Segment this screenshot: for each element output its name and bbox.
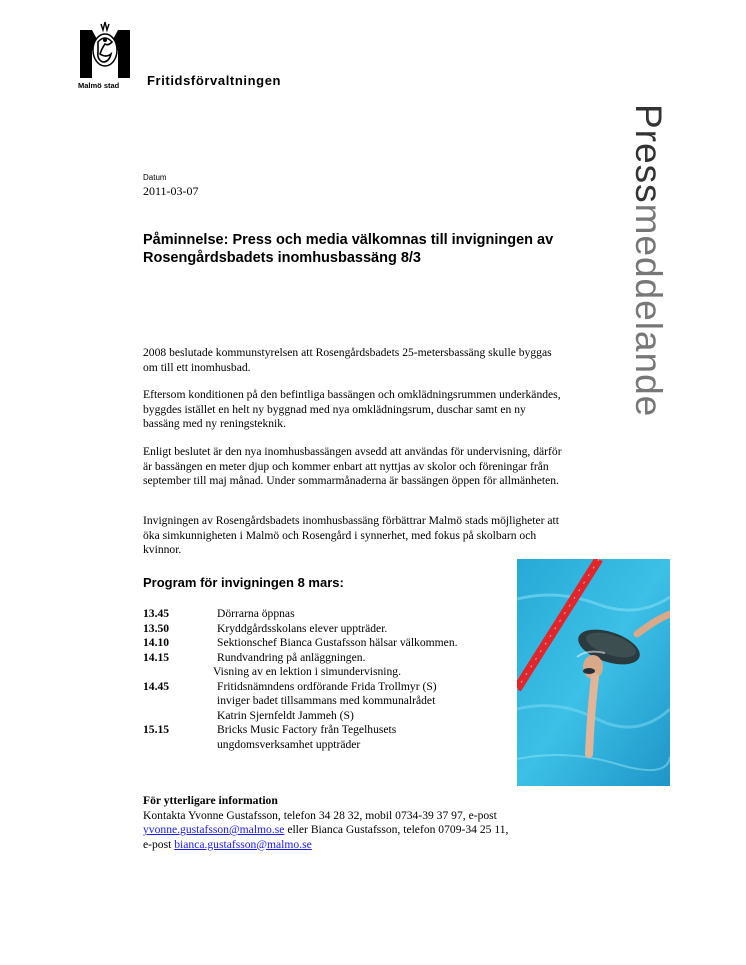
schedule-event: Bricks Music Factory från Tegelhusets [217,723,397,736]
vertical-title-part2: meddelande [628,203,669,418]
schedule-time: 14.45 [143,679,170,693]
press-release-vertical-title [630,104,667,417]
date-value: 2011-03-07 [143,184,199,198]
email-link-yvonne[interactable]: yvonne.gustafsson@malmo.se [143,823,285,836]
program-heading: Program för invigningen 8 mars: [143,575,344,590]
department-name: Fritidsförvaltningen [147,73,282,88]
contact-line: Kontakta Yvonne Gustafsson, telefon 34 28 32, mobil 0734-39 37 97, e-post [143,808,497,822]
schedule-event: inviger badet tillsammans med kommunalrådet [217,694,436,707]
schedule-row [143,723,523,752]
schedule-event: Fritidsnämndens ordförande Frida Trollmyr (S) [217,679,437,693]
contact-line [143,823,583,838]
program-schedule [143,607,523,752]
contact-line [143,838,583,853]
contact-heading: För ytterligare information [143,794,278,807]
schedule-event: Rundvandring på anläggningen. [217,650,366,664]
schedule-row [143,636,523,651]
date-label: Datum [143,173,167,182]
schedule-row [143,622,523,637]
contact-block [143,794,583,852]
schedule-time: 15.15 [143,723,170,736]
schedule-event: Katrin Sjernfeldt Jammeh (S) [217,708,354,722]
schedule-event: Kryddgårdsskolans elever uppträder. [217,621,388,635]
logo-caption: Malmö stad [78,81,120,90]
headline: Påminnelse: Press och media välkomnas till invigningen av Rosengårdsbadets inomhusbassäng 8/3 [143,232,554,266]
paragraph: Enligt beslutet är den nya inomhusbassängen avsedd att användas för undervisning, därför är bassängen en meter djup och kommer enbart att nyttjas av skolor och föreningar från september till maj månad. Under sommarmånaderna är bassängen öppen för allmänheten. [143,445,562,487]
vertical-title-part1: Press [628,104,669,204]
schedule-time: 14.10 [143,636,170,649]
swimmer-photo [517,559,670,786]
paragraph: Eftersom konditionen på den befintliga bassängen och omklädningsrummen underkändes, byggdes istället en helt ny byggnad med nya omklädningsrum, duschar samt en ny bassäng med ny reningsteknik. [143,388,561,430]
contact-text: e-post [143,837,175,851]
schedule-event: Visning av en lektion i simundervisning. [213,665,402,678]
schedule-event: Sektionschef Bianca Gustafsson hälsar välkommen. [217,636,458,649]
schedule-event: Dörrarna öppnas [217,607,295,620]
paragraph: Invigningen av Rosengårdsbadets inomhusbassäng förbättrar Malmö stads möjligheter att öka simkunnigheten i Malmö och Rosengård i synnerhet, med fokus på skolbarn och kvinnor. [143,514,559,556]
schedule-time: 13.45 [143,607,170,620]
schedule-row [143,607,523,622]
schedule-event: ungdomsverksamhet uppträder [217,737,361,751]
griffin-crest-icon [78,20,132,82]
contact-text: eller Bianca Gustafsson, telefon 0709-34 25 11, [284,823,509,836]
schedule-time: 14.15 [143,650,170,664]
schedule-row [143,651,523,680]
schedule-row [143,680,523,724]
email-link-bianca[interactable]: bianca.gustafsson@malmo.se [174,837,312,851]
schedule-time: 13.50 [143,621,170,635]
paragraph: 2008 beslutade kommunstyrelsen att Rosengårdsbadets 25-metersbassäng skulle byggas om till ett inomhusbad. [143,346,552,374]
